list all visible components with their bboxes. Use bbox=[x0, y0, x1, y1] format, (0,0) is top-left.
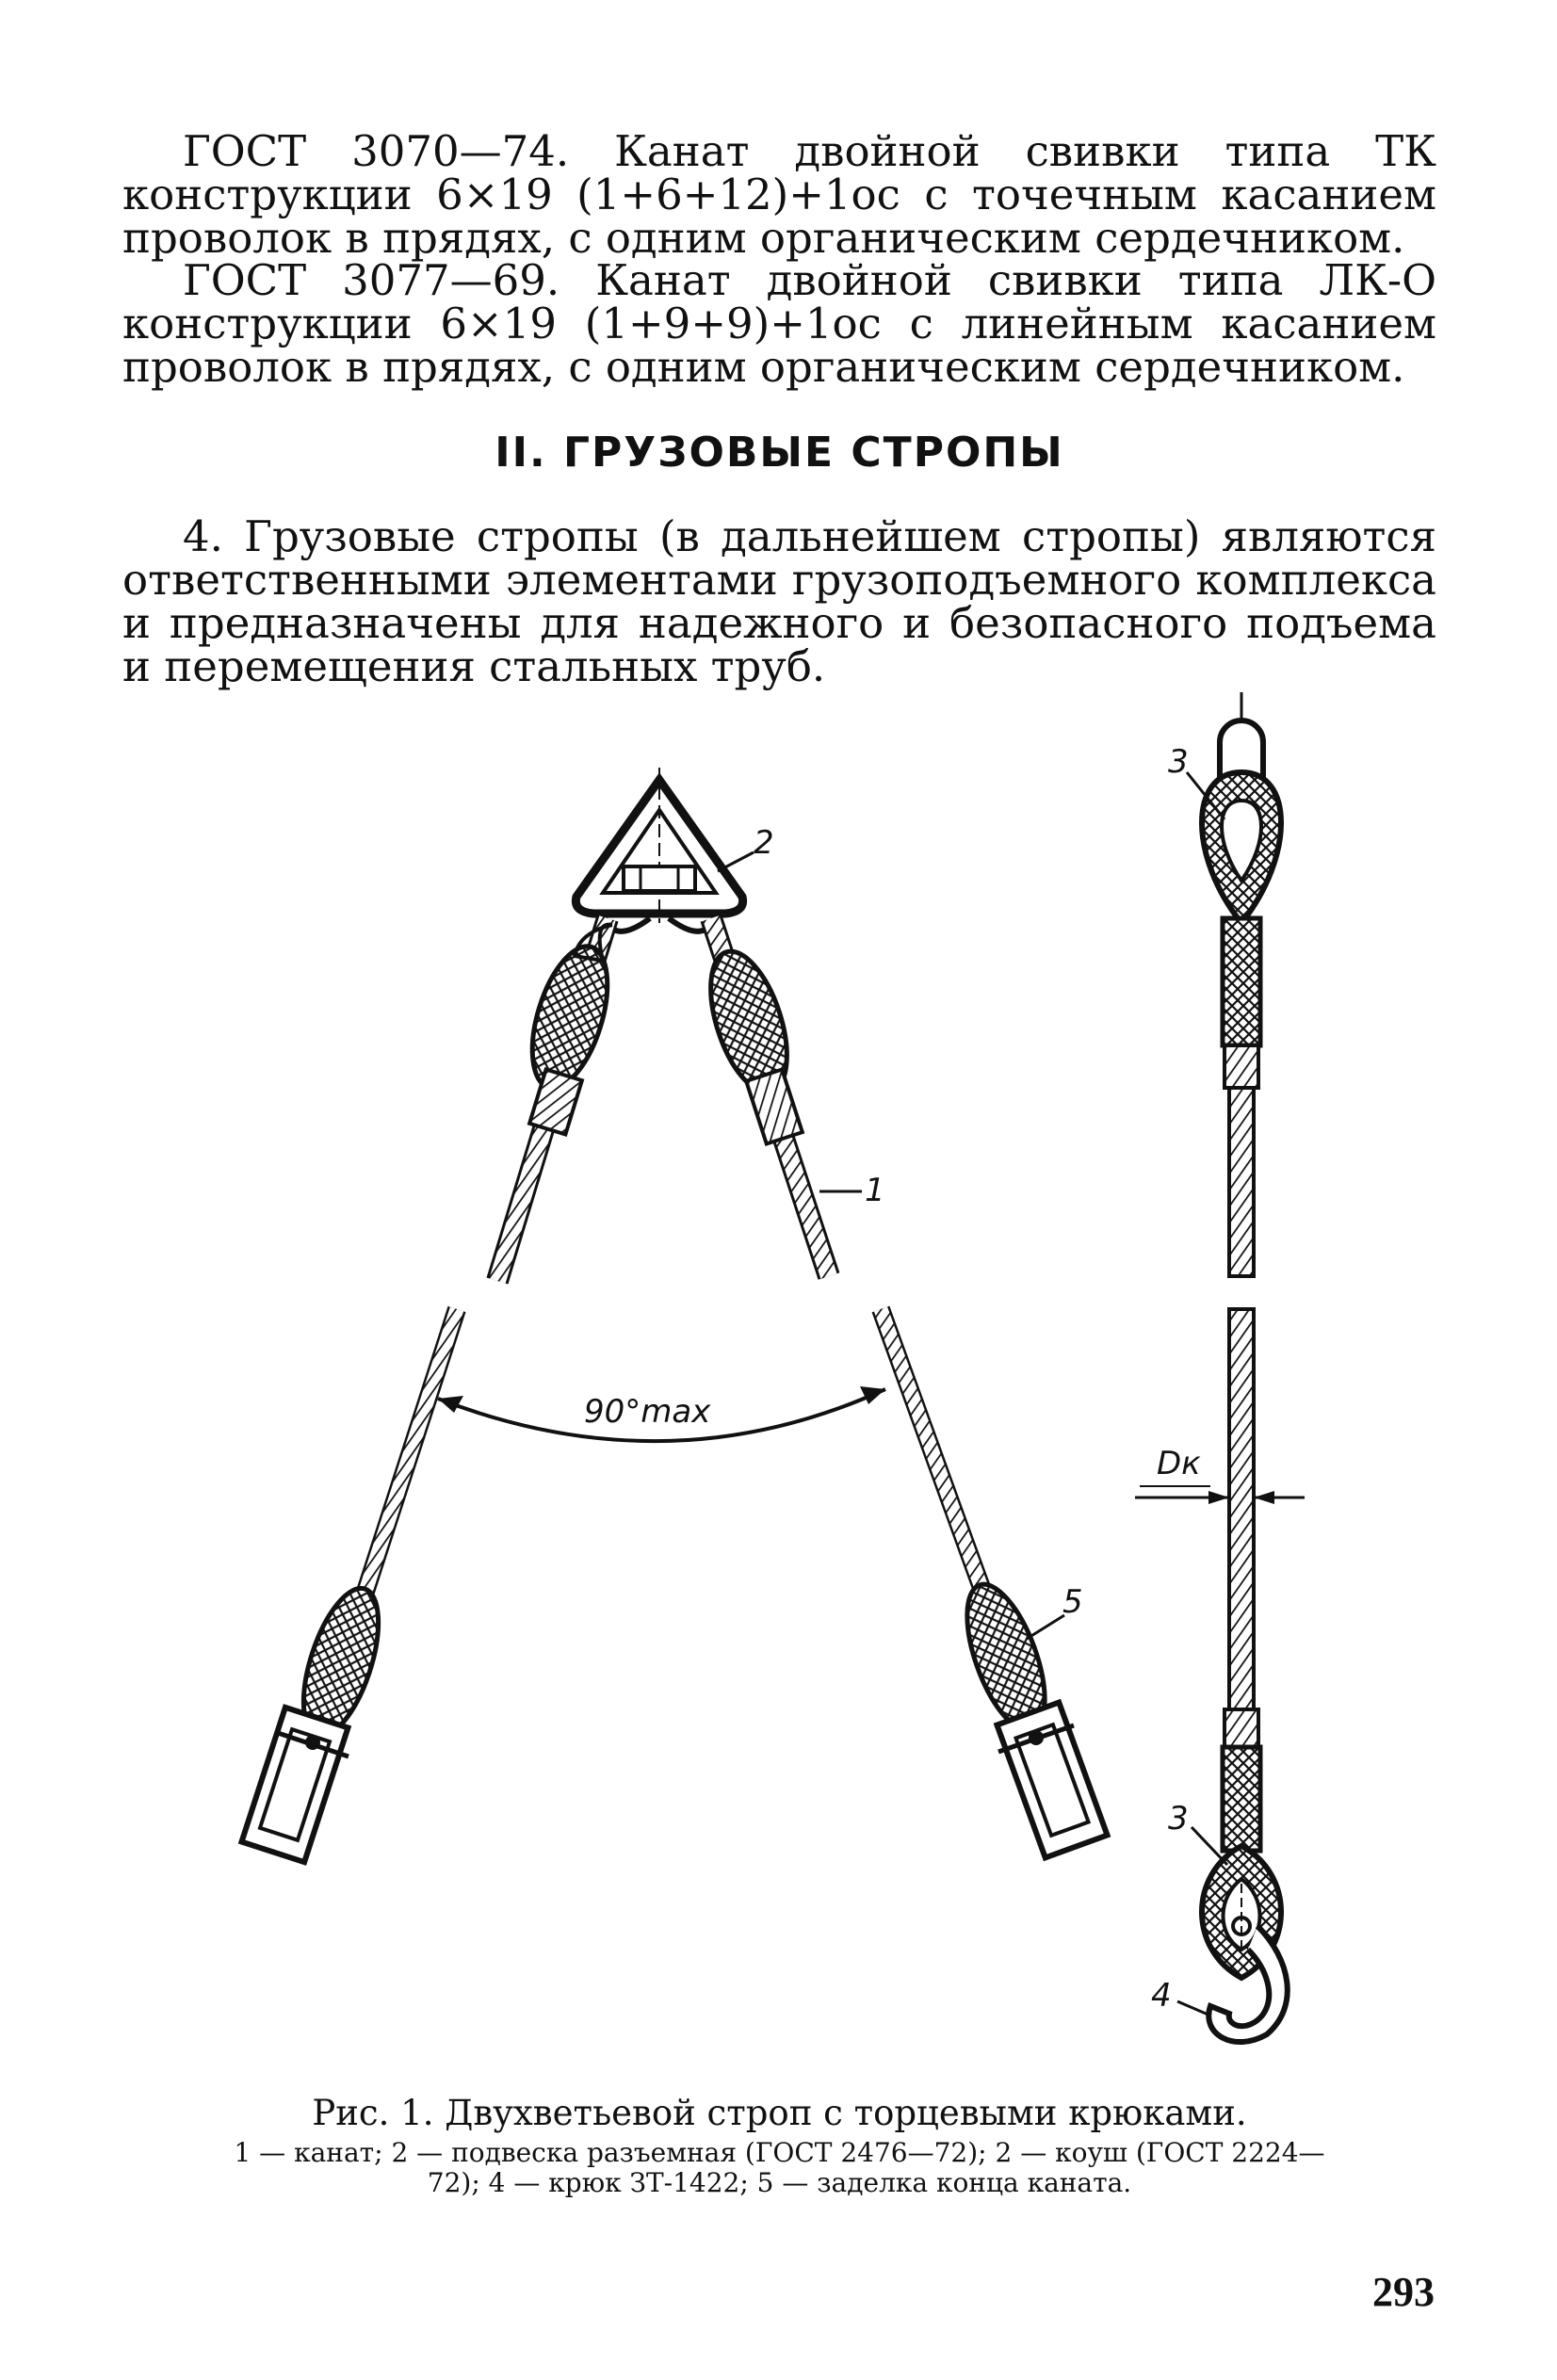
figure-sling-drawing bbox=[0, 678, 1557, 2091]
end-hook-left bbox=[242, 1708, 349, 1862]
label-thimble-bottom: 3 bbox=[1168, 1800, 1189, 1838]
label-suspension: 2 bbox=[754, 824, 774, 862]
paragraph-section-4: 4. Грузовые стропы (в дальнейшем стропы) являются ответственными элементами грузоподъемного комплекса и предназначены для надежного и безопасного подъема и перемещения стальных труб. bbox=[122, 511, 1436, 691]
rope-diameter-detail bbox=[1135, 1309, 1305, 1714]
upper-right-leg bbox=[696, 918, 829, 1276]
figure-legend: 1 — канат; 2 — подвеска разъемная (ГОСТ 2476—72); 2 — коуш (ГОСТ 2224—72); 4 — крюк ЗТ-1422; 5 — заделка конца каната. bbox=[234, 2137, 1325, 2198]
label-end-seal: 5 bbox=[1062, 1583, 1083, 1621]
thimble-top bbox=[1202, 692, 1281, 1276]
paragraph-gost-3070: ГОСТ 3070—74. Канат двойной свивки типа ТК конструкции 6×19 (1+6+12)+1ос с точечным касанием проволок в прядях, с одним органическим сердечником. bbox=[122, 126, 1436, 263]
page-number: 293 bbox=[1372, 2269, 1435, 2315]
label-rope: 1 bbox=[865, 1172, 885, 1209]
label-hook: 4 bbox=[1151, 1977, 1172, 2015]
paragraph-gost-3077: ГОСТ 3077—69. Канат двойной свивки типа ЛК-О конструкции 6×19 (1+9+9)+1ос с линейным касанием проволок в прядях, с одним органическим сердечником. bbox=[122, 255, 1436, 392]
figure-caption: Рис. 1. Двухветьевой строп с торцевыми крюками. bbox=[312, 2093, 1247, 2133]
lower-left-leg bbox=[288, 1309, 457, 1745]
label-thimble-top: 3 bbox=[1168, 743, 1189, 781]
lower-right-leg bbox=[881, 1309, 1061, 1740]
thimble-bottom-hook bbox=[1202, 1709, 1288, 2042]
end-hook-right bbox=[997, 1703, 1107, 1858]
label-diameter: Dк bbox=[1157, 1445, 1201, 1482]
suspension-link bbox=[576, 768, 742, 931]
section-heading: II. ГРУЗОВЫЕ СТРОПЫ bbox=[495, 429, 1064, 477]
upper-left-leg bbox=[497, 918, 622, 1281]
label-angle: 90°max bbox=[584, 1393, 711, 1431]
